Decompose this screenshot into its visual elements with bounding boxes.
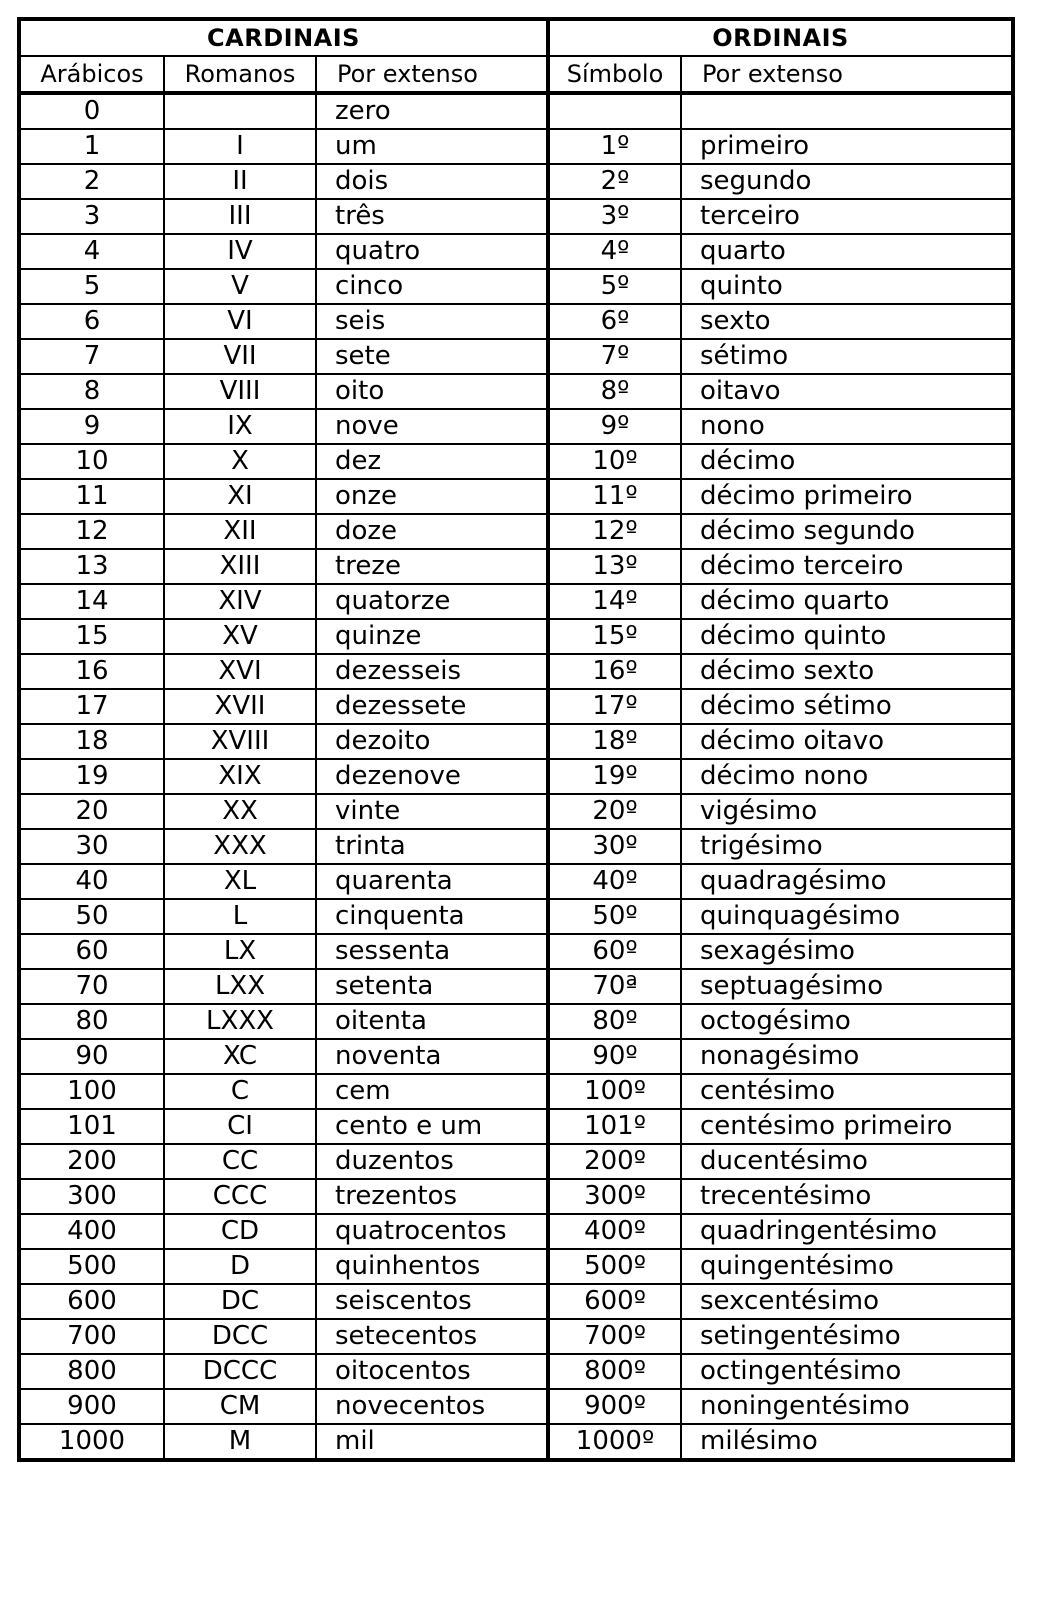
cell-roman: LXXX xyxy=(164,1004,316,1039)
table-row xyxy=(19,374,1013,409)
cell-roman: XII xyxy=(164,514,316,549)
cell-ordinal-por-extenso: décimo segundo xyxy=(681,514,1013,549)
cell-ordinal-por-extenso: décimo oitavo xyxy=(681,724,1013,759)
cell-arabic: 70 xyxy=(19,969,164,1004)
cell-symbol: 40º xyxy=(548,864,681,899)
cell-symbol: 8º xyxy=(548,374,681,409)
cell-roman: CD xyxy=(164,1214,316,1249)
table-row xyxy=(19,1004,1013,1039)
cell-symbol: 20º xyxy=(548,794,681,829)
numerals-table xyxy=(17,17,1015,1462)
cell-arabic: 5 xyxy=(19,269,164,304)
cell-arabic: 500 xyxy=(19,1249,164,1284)
cell-roman: XIII xyxy=(164,549,316,584)
ordinais-header: ORDINAIS xyxy=(548,19,1013,56)
table-body xyxy=(19,93,1013,1460)
cell-ordinal-por-extenso: trecentésimo xyxy=(681,1179,1013,1214)
cell-roman: I xyxy=(164,129,316,164)
cardinais-header: CARDINAIS xyxy=(19,19,548,56)
cell-ordinal-por-extenso: sexcentésimo xyxy=(681,1284,1013,1319)
cell-ordinal-por-extenso: setingentésimo xyxy=(681,1319,1013,1354)
cell-arabic: 100 xyxy=(19,1074,164,1109)
cell-ordinal-por-extenso: terceiro xyxy=(681,199,1013,234)
table-row xyxy=(19,339,1013,374)
cell-cardinal-por-extenso: oitocentos xyxy=(316,1354,548,1389)
cell-roman: CM xyxy=(164,1389,316,1424)
cell-arabic: 12 xyxy=(19,514,164,549)
cell-symbol: 7º xyxy=(548,339,681,374)
cell-arabic: 400 xyxy=(19,1214,164,1249)
cell-roman: XVI xyxy=(164,654,316,689)
cell-symbol: 3º xyxy=(548,199,681,234)
table-row xyxy=(19,1249,1013,1284)
cell-cardinal-por-extenso: quatro xyxy=(316,234,548,269)
cell-arabic: 900 xyxy=(19,1389,164,1424)
table-row xyxy=(19,164,1013,199)
cell-cardinal-por-extenso: seis xyxy=(316,304,548,339)
cell-roman: M xyxy=(164,1424,316,1460)
cell-symbol: 600º xyxy=(548,1284,681,1319)
table-row xyxy=(19,899,1013,934)
cell-cardinal-por-extenso: trezentos xyxy=(316,1179,548,1214)
cell-roman: IX xyxy=(164,409,316,444)
cell-cardinal-por-extenso: treze xyxy=(316,549,548,584)
cell-cardinal-por-extenso: dezessete xyxy=(316,689,548,724)
cell-arabic: 600 xyxy=(19,1284,164,1319)
cell-symbol: 60º xyxy=(548,934,681,969)
cell-ordinal-por-extenso: décimo sexto xyxy=(681,654,1013,689)
cell-roman: XL xyxy=(164,864,316,899)
cell-arabic: 200 xyxy=(19,1144,164,1179)
cell-roman: XI xyxy=(164,479,316,514)
cell-ordinal-por-extenso: quadringentésimo xyxy=(681,1214,1013,1249)
cell-ordinal-por-extenso: quarto xyxy=(681,234,1013,269)
col-header-romanos: Romanos xyxy=(164,56,316,93)
cell-roman: II xyxy=(164,164,316,199)
cell-cardinal-por-extenso: cem xyxy=(316,1074,548,1109)
cell-cardinal-por-extenso: oito xyxy=(316,374,548,409)
cell-symbol: 10º xyxy=(548,444,681,479)
cell-ordinal-por-extenso: centésimo xyxy=(681,1074,1013,1109)
cell-symbol: 50º xyxy=(548,899,681,934)
cell-symbol: 101º xyxy=(548,1109,681,1144)
cell-roman: LX xyxy=(164,934,316,969)
cell-symbol: 4º xyxy=(548,234,681,269)
cell-arabic: 800 xyxy=(19,1354,164,1389)
cell-ordinal-por-extenso: vigésimo xyxy=(681,794,1013,829)
cell-ordinal-por-extenso: primeiro xyxy=(681,129,1013,164)
cell-ordinal-por-extenso: décimo terceiro xyxy=(681,549,1013,584)
cell-symbol: 9º xyxy=(548,409,681,444)
table-row xyxy=(19,234,1013,269)
cell-roman: D xyxy=(164,1249,316,1284)
table-row xyxy=(19,93,1013,129)
cell-arabic: 11 xyxy=(19,479,164,514)
table-row xyxy=(19,479,1013,514)
cell-roman: XC xyxy=(164,1039,316,1074)
cell-roman: XX xyxy=(164,794,316,829)
table-row xyxy=(19,129,1013,164)
cell-arabic: 8 xyxy=(19,374,164,409)
cell-ordinal-por-extenso: décimo primeiro xyxy=(681,479,1013,514)
table-row xyxy=(19,829,1013,864)
cell-arabic: 17 xyxy=(19,689,164,724)
cell-cardinal-por-extenso: quinhentos xyxy=(316,1249,548,1284)
cell-cardinal-por-extenso: onze xyxy=(316,479,548,514)
cell-symbol: 500º xyxy=(548,1249,681,1284)
cell-roman: XVII xyxy=(164,689,316,724)
cell-roman: V xyxy=(164,269,316,304)
cell-cardinal-por-extenso: dez xyxy=(316,444,548,479)
table-row xyxy=(19,1109,1013,1144)
cell-roman: III xyxy=(164,199,316,234)
cell-roman: XXX xyxy=(164,829,316,864)
col-header-arabicos: Arábicos xyxy=(19,56,164,93)
cell-arabic: 3 xyxy=(19,199,164,234)
cell-roman: XVIII xyxy=(164,724,316,759)
table-row xyxy=(19,619,1013,654)
cell-cardinal-por-extenso: vinte xyxy=(316,794,548,829)
cell-cardinal-por-extenso: cinquenta xyxy=(316,899,548,934)
cell-cardinal-por-extenso: sessenta xyxy=(316,934,548,969)
cell-arabic: 60 xyxy=(19,934,164,969)
cell-cardinal-por-extenso: doze xyxy=(316,514,548,549)
col-header-simbolo: Símbolo xyxy=(548,56,681,93)
cell-symbol: 14º xyxy=(548,584,681,619)
cell-roman: IV xyxy=(164,234,316,269)
cell-arabic: 40 xyxy=(19,864,164,899)
cell-symbol: 400º xyxy=(548,1214,681,1249)
cell-roman: X xyxy=(164,444,316,479)
table-row xyxy=(19,199,1013,234)
table-row xyxy=(19,1179,1013,1214)
table-row xyxy=(19,689,1013,724)
table-row xyxy=(19,1319,1013,1354)
cell-symbol: 80º xyxy=(548,1004,681,1039)
cell-arabic: 30 xyxy=(19,829,164,864)
cell-arabic: 19 xyxy=(19,759,164,794)
cell-roman: C xyxy=(164,1074,316,1109)
cell-roman: VII xyxy=(164,339,316,374)
cell-ordinal-por-extenso: sétimo xyxy=(681,339,1013,374)
cell-arabic: 13 xyxy=(19,549,164,584)
cell-ordinal-por-extenso: octingentésimo xyxy=(681,1354,1013,1389)
table-row xyxy=(19,304,1013,339)
cell-roman: CCC xyxy=(164,1179,316,1214)
cell-ordinal-por-extenso: décimo nono xyxy=(681,759,1013,794)
table-row xyxy=(19,549,1013,584)
cell-roman: XIV xyxy=(164,584,316,619)
cell-ordinal-por-extenso xyxy=(681,93,1013,129)
cell-arabic: 90 xyxy=(19,1039,164,1074)
cell-roman: CC xyxy=(164,1144,316,1179)
cell-cardinal-por-extenso: dezoito xyxy=(316,724,548,759)
cell-cardinal-por-extenso: nove xyxy=(316,409,548,444)
table-row xyxy=(19,1389,1013,1424)
cell-cardinal-por-extenso: trinta xyxy=(316,829,548,864)
cell-symbol: 200º xyxy=(548,1144,681,1179)
cell-symbol: 13º xyxy=(548,549,681,584)
cell-ordinal-por-extenso: quadragésimo xyxy=(681,864,1013,899)
cell-symbol: 17º xyxy=(548,689,681,724)
table-row xyxy=(19,1354,1013,1389)
cell-ordinal-por-extenso: septuagésimo xyxy=(681,969,1013,1004)
table-row xyxy=(19,1424,1013,1460)
cell-ordinal-por-extenso: décimo quinto xyxy=(681,619,1013,654)
cell-symbol: 19º xyxy=(548,759,681,794)
cell-ordinal-por-extenso: quingentésimo xyxy=(681,1249,1013,1284)
cell-ordinal-por-extenso: décimo quarto xyxy=(681,584,1013,619)
cell-arabic: 4 xyxy=(19,234,164,269)
cell-cardinal-por-extenso: quarenta xyxy=(316,864,548,899)
cell-arabic: 50 xyxy=(19,899,164,934)
cell-symbol: 1º xyxy=(548,129,681,164)
cell-symbol xyxy=(548,93,681,129)
table-row xyxy=(19,969,1013,1004)
table-row xyxy=(19,1039,1013,1074)
col-header-por-extenso-ordinal: Por extenso xyxy=(681,56,1013,93)
table-row xyxy=(19,759,1013,794)
table-row xyxy=(19,409,1013,444)
cell-arabic: 10 xyxy=(19,444,164,479)
table-row xyxy=(19,1284,1013,1319)
table-header xyxy=(19,19,1013,93)
cell-arabic: 14 xyxy=(19,584,164,619)
cell-arabic: 700 xyxy=(19,1319,164,1354)
cell-arabic: 7 xyxy=(19,339,164,374)
cell-cardinal-por-extenso: mil xyxy=(316,1424,548,1460)
cell-arabic: 16 xyxy=(19,654,164,689)
cell-roman: DC xyxy=(164,1284,316,1319)
cell-roman: CI xyxy=(164,1109,316,1144)
cell-ordinal-por-extenso: octogésimo xyxy=(681,1004,1013,1039)
cell-cardinal-por-extenso: sete xyxy=(316,339,548,374)
cell-ordinal-por-extenso: sexagésimo xyxy=(681,934,1013,969)
cell-symbol: 18º xyxy=(548,724,681,759)
table-row xyxy=(19,864,1013,899)
cell-symbol: 6º xyxy=(548,304,681,339)
cell-roman: DCC xyxy=(164,1319,316,1354)
table-row xyxy=(19,514,1013,549)
cell-arabic: 0 xyxy=(19,93,164,129)
cell-roman: LXX xyxy=(164,969,316,1004)
cell-arabic: 6 xyxy=(19,304,164,339)
cell-cardinal-por-extenso: quatorze xyxy=(316,584,548,619)
cell-arabic: 15 xyxy=(19,619,164,654)
cell-arabic: 9 xyxy=(19,409,164,444)
cell-cardinal-por-extenso: cinco xyxy=(316,269,548,304)
cell-ordinal-por-extenso: décimo sétimo xyxy=(681,689,1013,724)
cell-roman: DCCC xyxy=(164,1354,316,1389)
cell-ordinal-por-extenso: ducentésimo xyxy=(681,1144,1013,1179)
cell-cardinal-por-extenso: noventa xyxy=(316,1039,548,1074)
cell-symbol: 700º xyxy=(548,1319,681,1354)
cell-arabic: 20 xyxy=(19,794,164,829)
cell-ordinal-por-extenso: noningentésimo xyxy=(681,1389,1013,1424)
table-row xyxy=(19,794,1013,829)
cell-cardinal-por-extenso: duzentos xyxy=(316,1144,548,1179)
cell-ordinal-por-extenso: nonagésimo xyxy=(681,1039,1013,1074)
cell-cardinal-por-extenso: dois xyxy=(316,164,548,199)
cell-cardinal-por-extenso: dezesseis xyxy=(316,654,548,689)
cell-ordinal-por-extenso: centésimo primeiro xyxy=(681,1109,1013,1144)
cell-roman: L xyxy=(164,899,316,934)
cell-roman: VIII xyxy=(164,374,316,409)
cell-ordinal-por-extenso: segundo xyxy=(681,164,1013,199)
cell-symbol: 900º xyxy=(548,1389,681,1424)
cell-cardinal-por-extenso: setenta xyxy=(316,969,548,1004)
cell-roman: XV xyxy=(164,619,316,654)
cell-ordinal-por-extenso: quinquagésimo xyxy=(681,899,1013,934)
cell-symbol: 30º xyxy=(548,829,681,864)
cell-cardinal-por-extenso: oitenta xyxy=(316,1004,548,1039)
cell-ordinal-por-extenso: décimo xyxy=(681,444,1013,479)
table-row xyxy=(19,1144,1013,1179)
cell-ordinal-por-extenso: milésimo xyxy=(681,1424,1013,1460)
cell-arabic: 1 xyxy=(19,129,164,164)
cell-roman xyxy=(164,93,316,129)
cell-symbol: 15º xyxy=(548,619,681,654)
table-row xyxy=(19,1074,1013,1109)
column-header-row xyxy=(19,56,1013,93)
cell-arabic: 1000 xyxy=(19,1424,164,1460)
table-row xyxy=(19,444,1013,479)
cell-symbol: 12º xyxy=(548,514,681,549)
cell-symbol: 16º xyxy=(548,654,681,689)
cell-symbol: 90º xyxy=(548,1039,681,1074)
cell-cardinal-por-extenso: setecentos xyxy=(316,1319,548,1354)
cell-cardinal-por-extenso: dezenove xyxy=(316,759,548,794)
cell-arabic: 80 xyxy=(19,1004,164,1039)
table-row xyxy=(19,584,1013,619)
cell-cardinal-por-extenso: três xyxy=(316,199,548,234)
cell-arabic: 300 xyxy=(19,1179,164,1214)
cell-cardinal-por-extenso: quinze xyxy=(316,619,548,654)
cell-ordinal-por-extenso: trigésimo xyxy=(681,829,1013,864)
cell-symbol: 70ª xyxy=(548,969,681,1004)
cell-cardinal-por-extenso: um xyxy=(316,129,548,164)
table-row xyxy=(19,1214,1013,1249)
cell-arabic: 101 xyxy=(19,1109,164,1144)
cell-cardinal-por-extenso: quatrocentos xyxy=(316,1214,548,1249)
cell-symbol: 300º xyxy=(548,1179,681,1214)
cell-symbol: 800º xyxy=(548,1354,681,1389)
cell-cardinal-por-extenso: cento e um xyxy=(316,1109,548,1144)
cell-cardinal-por-extenso: zero xyxy=(316,93,548,129)
cell-cardinal-por-extenso: novecentos xyxy=(316,1389,548,1424)
cell-symbol: 1000º xyxy=(548,1424,681,1460)
table-row xyxy=(19,654,1013,689)
cell-arabic: 18 xyxy=(19,724,164,759)
cell-symbol: 11º xyxy=(548,479,681,514)
col-header-por-extenso-cardinal: Por extenso xyxy=(316,56,548,93)
group-header-row xyxy=(19,19,1013,56)
cell-ordinal-por-extenso: sexto xyxy=(681,304,1013,339)
cell-ordinal-por-extenso: oitavo xyxy=(681,374,1013,409)
cell-roman: XIX xyxy=(164,759,316,794)
cell-arabic: 2 xyxy=(19,164,164,199)
cell-symbol: 100º xyxy=(548,1074,681,1109)
cell-symbol: 5º xyxy=(548,269,681,304)
cell-cardinal-por-extenso: seiscentos xyxy=(316,1284,548,1319)
cell-ordinal-por-extenso: quinto xyxy=(681,269,1013,304)
table-row xyxy=(19,269,1013,304)
cell-roman: VI xyxy=(164,304,316,339)
cell-symbol: 2º xyxy=(548,164,681,199)
table-row xyxy=(19,934,1013,969)
cell-ordinal-por-extenso: nono xyxy=(681,409,1013,444)
table-row xyxy=(19,724,1013,759)
